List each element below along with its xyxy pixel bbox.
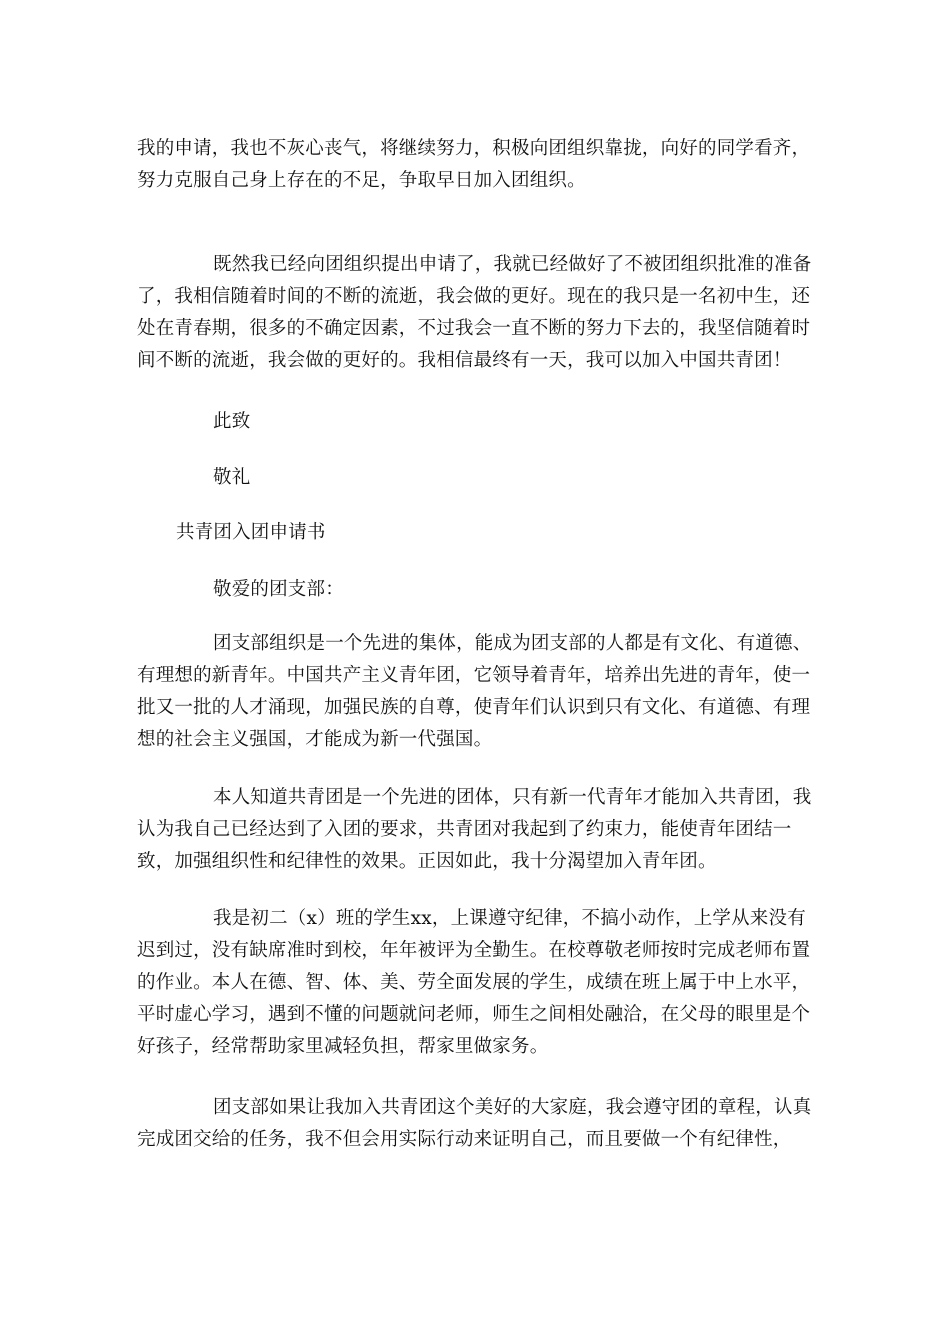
paragraph-3: 团支部组织是一个先进的集体，能成为团支部的人都是有文化、有道德、有理想的新青年。中国共产主义青年团，它领导着青年，培养出先进的青年，使一批又一批的人才涌现，加强民族的自尊，使青年们认识到只有文化、有道德、有理想的社会主义强国，才能成为新一代强国。 (137, 633, 812, 750)
closing-regards: 敬礼 (213, 467, 251, 488)
section-title: 共青团入团申请书 (176, 522, 326, 543)
paragraph-5: 我是初二（x）班的学生xx，上课遵守纪律，不搞小动作，上学从来没有迟到过，没有缺席准时到校，年年被评为全勤生。在校尊敬老师按时完成老师布置的作业。本人在德、智、体、美、劳全面发展的学生，成绩在班上属于中上水平，平时虚心学习，遇到不懂的问题就问老师，师生之间相处融洽，在父母的眼里是个好孩子，经常帮助家里减轻负担，帮家里做家务。 (137, 908, 811, 1057)
paragraph-6: 团支部如果让我加入共青团这个美好的大家庭，我会遵守团的章程，认真完成团交给的任务，我不但会用实际行动来证明自己，而且要做一个有纪律性， (137, 1097, 812, 1150)
greeting: 敬爱的团支部： (213, 579, 344, 600)
closing-salutation: 此致 (213, 411, 251, 432)
paragraph-2: 既然我已经向团组织提出申请了，我就已经做好了不被团组织批准的准备了，我相信随着时间的不断的流逝，我会做的更好。现在的我只是一名初中生，还处在青春期，很多的不确定因素，不过我会一直不断的努力下去的，我坚信随着时间不断的流逝，我会做的更好的。我相信最终有一天，我可以加入中国共青团！ (137, 254, 812, 371)
paragraph-1: 我的申请，我也不灰心丧气，将继续努力，积极向团组织靠拢，向好的同学看齐，努力克服自己身上存在的不足，争取早日加入团组织。 (137, 138, 811, 191)
paragraph-4: 本人知道共青团是一个先进的团体，只有新一代青年才能加入共青团，我认为我自己已经达到了入团的要求，共青团对我起到了约束力，能使青年团结一致，加强组织性和纪律性的效果。正因如此，我十分渴望加入青年团。 (137, 787, 812, 872)
